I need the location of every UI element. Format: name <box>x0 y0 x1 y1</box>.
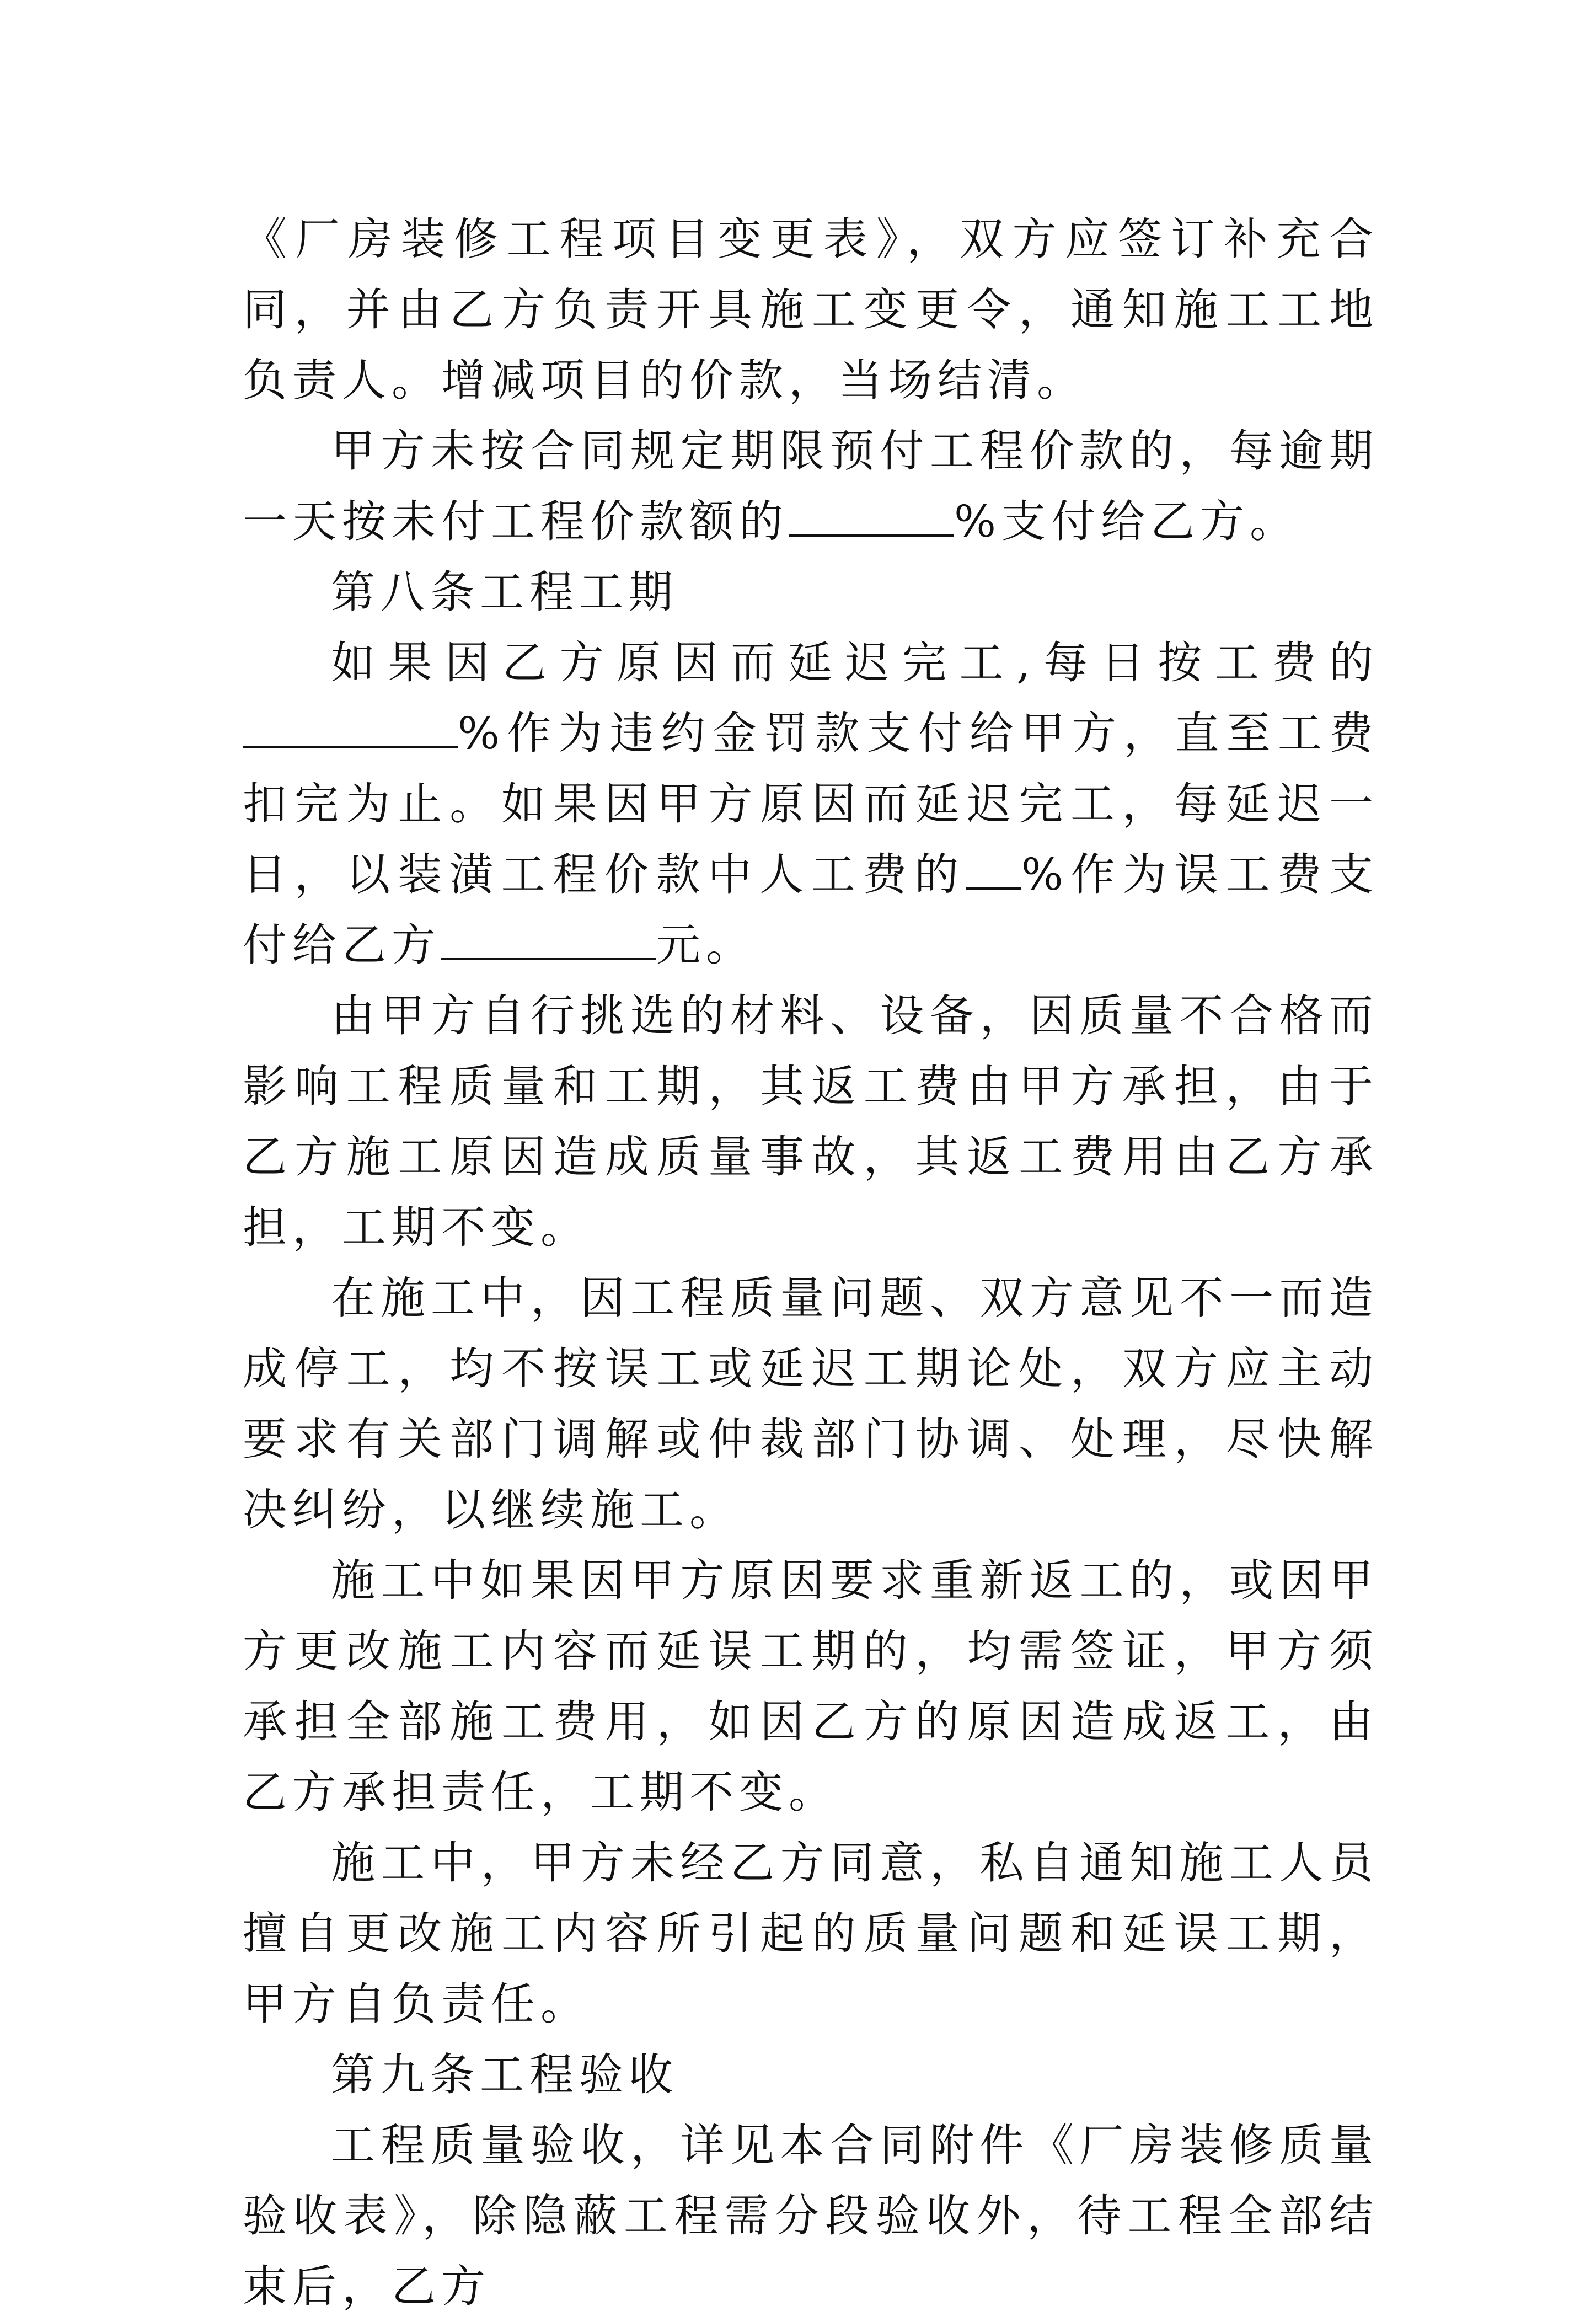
fill-blank-penalty-rate[interactable] <box>243 708 458 748</box>
paragraph-text: %作为违约金罚款支付给甲方，直至工费扣完为止。如果因甲方原因而延迟完工，每延迟一日，以装潢工程价款中人工费的 <box>243 708 1379 900</box>
paragraph-text: 甲方未按合同规定期限预付工程价款的，每逾期一天按未付工程价款额的 <box>243 425 1379 547</box>
paragraph-rework <box>243 1545 1379 1828</box>
paragraph-text: %支付给乙方。 <box>954 496 1300 547</box>
paragraph-text: 施工中如果因甲方原因要求重新返工的，或因甲方更改施工内容而延误工期的，均需签证，甲方须承担全部施工费用，如因乙方的原因造成返工，由乙方承担责任，工期不变。 <box>243 1555 1379 1818</box>
paragraph-late-payment <box>243 416 1379 557</box>
section-heading-article-8 <box>243 557 1379 628</box>
paragraph-text: 施工中，甲方未经乙方同意，私自通知施工人员擅自更改施工内容所引起的质量问题和延误工期，甲方自负责任。 <box>243 1837 1379 2030</box>
paragraph-change-form <box>243 204 1379 416</box>
paragraph-dispute <box>243 1263 1379 1545</box>
paragraph-text: 《厂房装修工程项目变更表》，双方应签订补充合同，并由乙方负责开具施工变更令，通知施工工地负责人。增减项目的价款，当场结清。 <box>243 213 1379 406</box>
paragraph-text: 在施工中，因工程质量问题、双方意见不一而造成停工，均不按误工或延迟工期论处，双方应主动要求有关部门调解或仲裁部门协调、处理，尽快解决纠纷，以继续施工。 <box>243 1272 1379 1535</box>
paragraph-text: 由甲方自行挑选的材料、设备，因质量不合格而影响工程质量和工期，其返工费由甲方承担，由于乙方施工原因造成质量事故，其返工费用由乙方承担，工期不变。 <box>243 990 1379 1253</box>
paragraph-text: %作为误工费支付给乙方 <box>243 849 1379 971</box>
heading-text: 第九条工程验收 <box>331 2049 678 2100</box>
paragraph-unauthorized-change <box>243 1828 1379 2040</box>
section-heading-article-9 <box>243 2040 1379 2110</box>
fill-blank-amount[interactable] <box>441 919 656 960</box>
paragraph-text: 工程质量验收，详见本合同附件《厂房装修质量验收表》，除隐蔽工程需分段验收外，待工程全部结束后，乙方 <box>243 2120 1379 2312</box>
paragraph-text: 如果因乙方原因而延迟完工,每日按工费的 <box>331 637 1379 688</box>
fill-blank-percentage[interactable] <box>789 496 954 537</box>
paragraph-materials-quality <box>243 981 1379 1263</box>
document-body <box>243 204 1379 2322</box>
paragraph-delay-penalty <box>243 628 1379 981</box>
fill-blank-labor-rate[interactable] <box>966 849 1021 890</box>
paragraph-text: 元。 <box>656 919 756 971</box>
heading-text: 第八条工程工期 <box>331 566 678 618</box>
paragraph-acceptance <box>243 2110 1379 2322</box>
